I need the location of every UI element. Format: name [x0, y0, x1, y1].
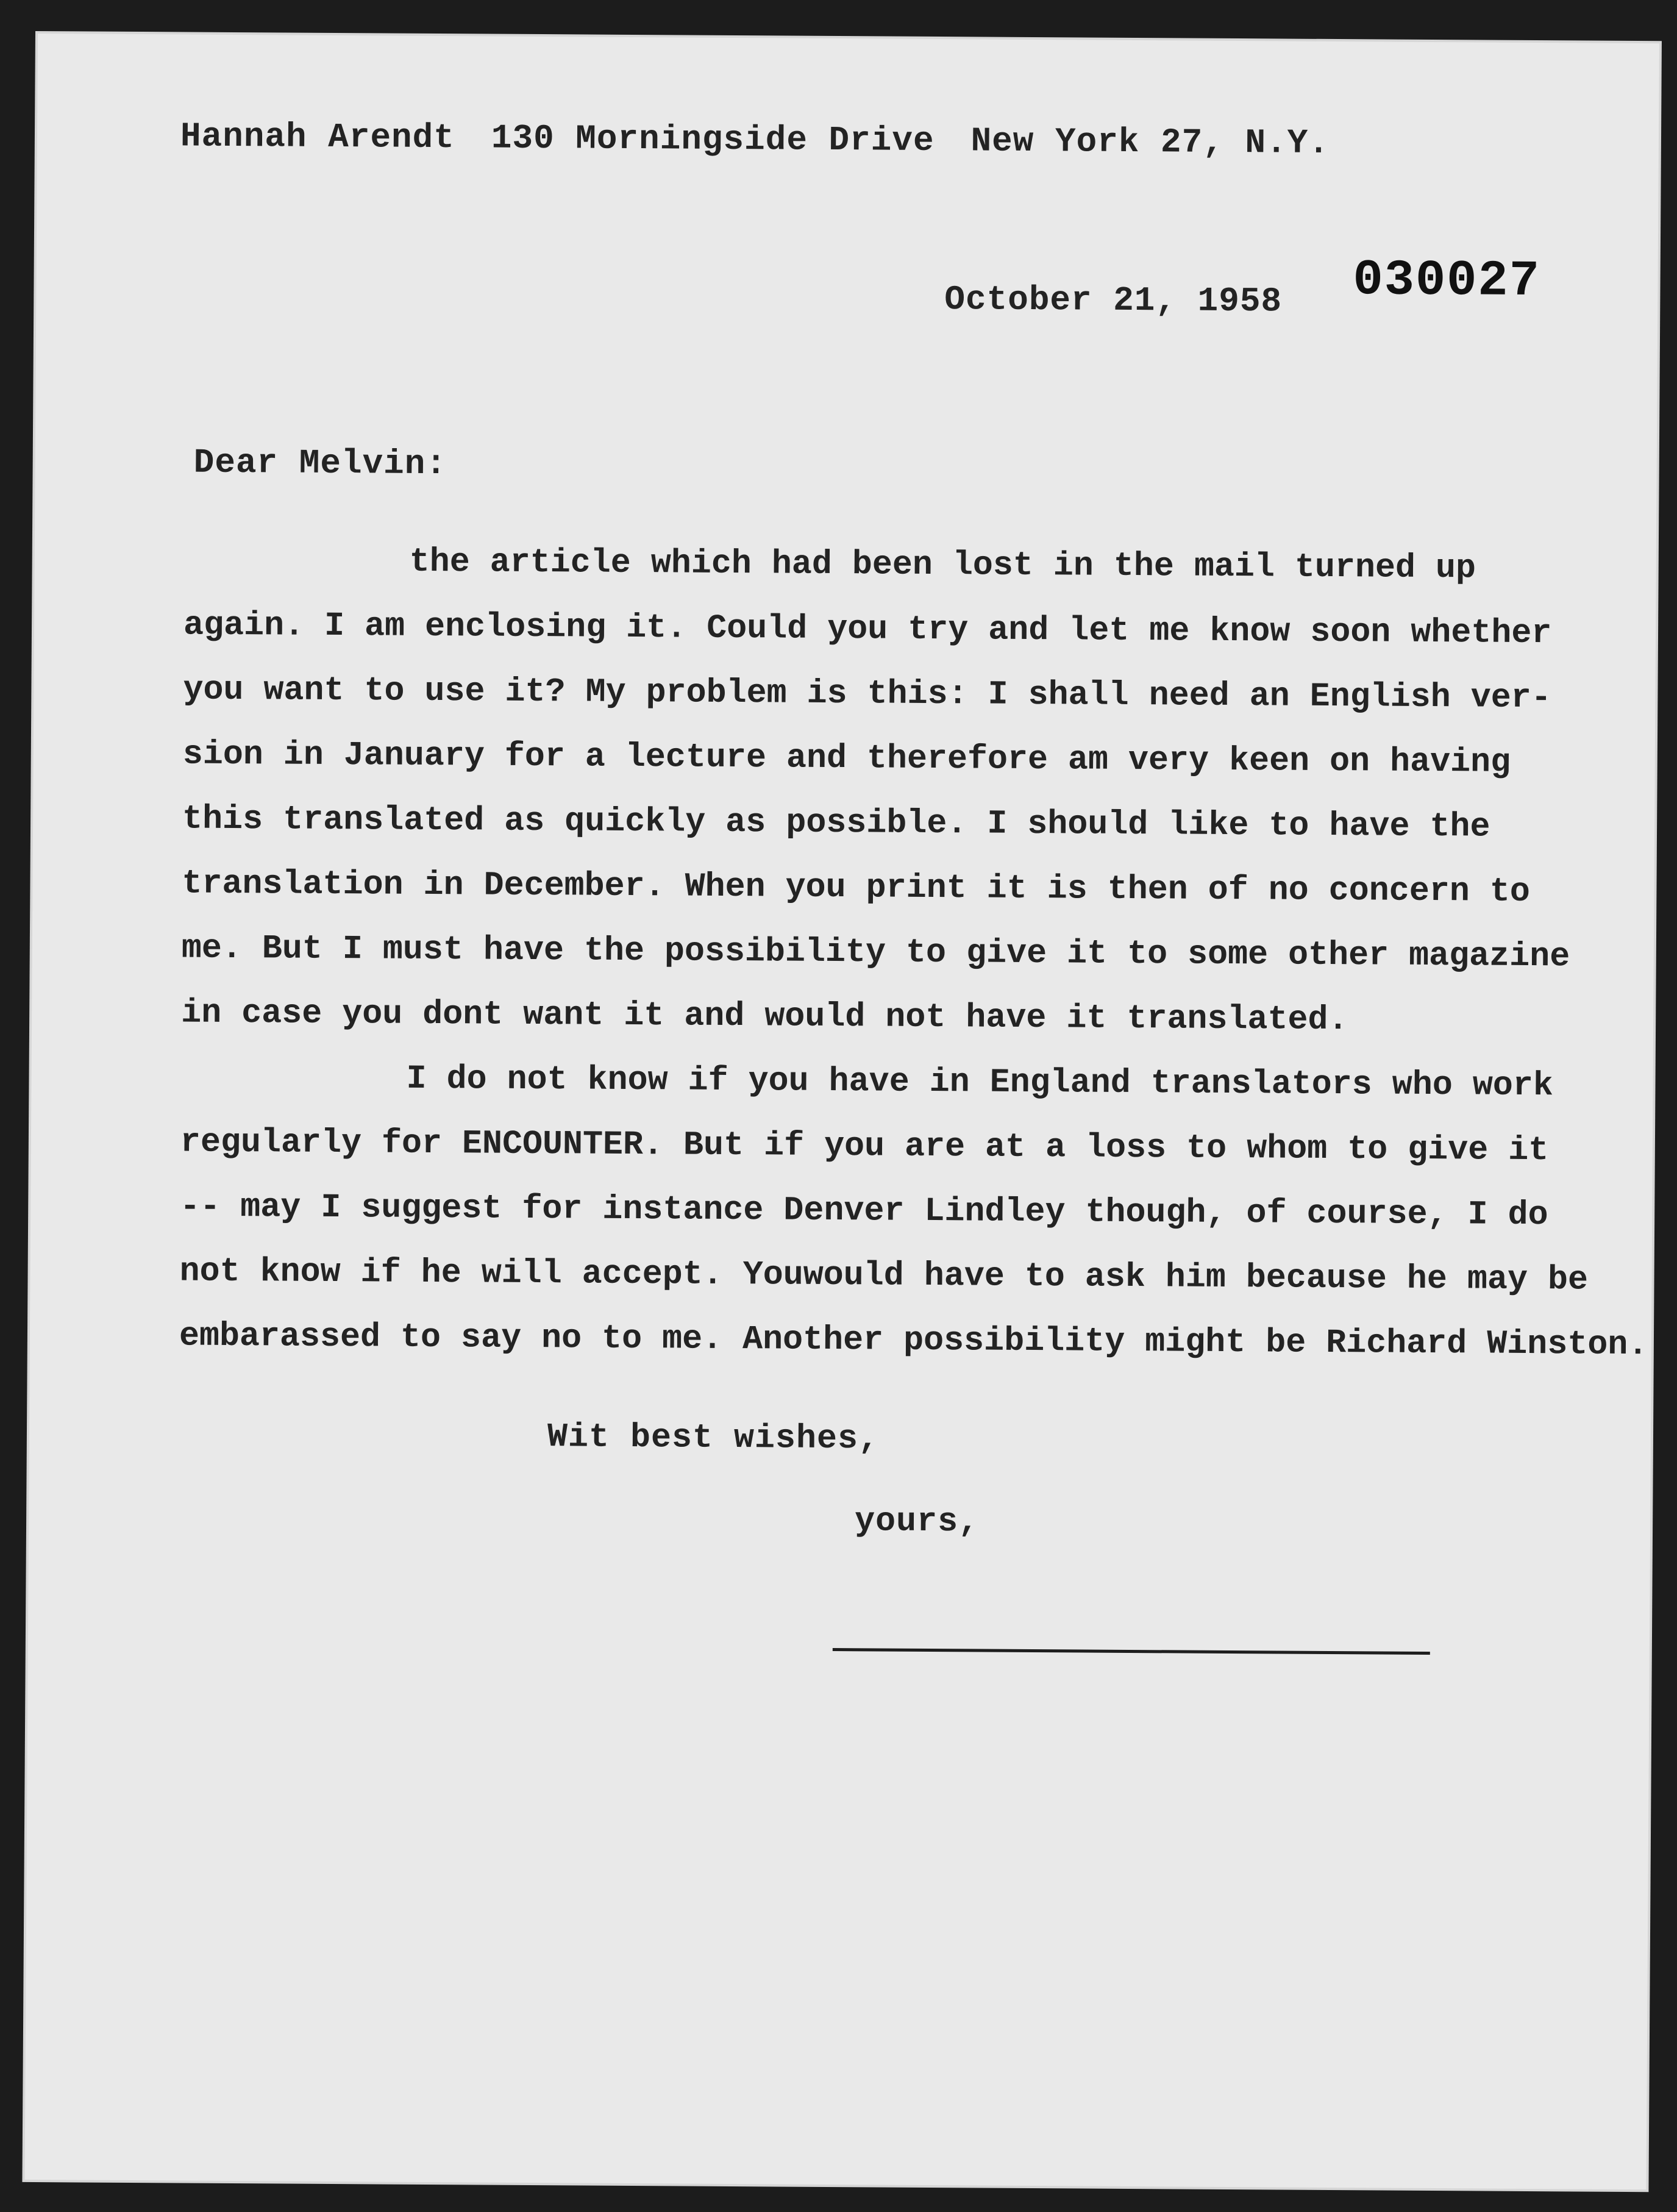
closing: Wit best wishes, — [547, 1418, 880, 1458]
body-line: this translated as quickly as possible. I should like to have the — [182, 799, 1490, 846]
body-line: not know if he will accept. Youwould have to ask him because he may be — [179, 1252, 1589, 1299]
paragraph-2 — [179, 1045, 1648, 1377]
letterhead — [180, 116, 1366, 163]
letterhead-name: Hannah Arendt — [180, 116, 455, 158]
signature-line — [833, 1648, 1430, 1655]
letter-date: October 21, 1958 — [944, 280, 1283, 321]
body-line: you want to use it? My problem is this: I shall need an English ver- — [183, 670, 1551, 718]
document-number: 030027 — [1353, 252, 1541, 310]
signoff: yours, — [854, 1502, 980, 1541]
letter-body — [179, 528, 1648, 1377]
body-line: sion in January for a lecture and therefore am very keen on having — [182, 735, 1511, 782]
paragraph-1 — [181, 528, 1617, 1054]
body-line: translation in December. When you print it is then of no concern to — [182, 864, 1531, 911]
body-line: I do not know if you have in England translators who work — [406, 1059, 1554, 1105]
letterhead-street: 130 Morningside Drive — [491, 118, 935, 160]
body-line: embarassed to say no to me. Another possibility might be Richard Winston. — [179, 1316, 1648, 1365]
letter-page — [24, 34, 1659, 2189]
body-line: again. I am enclosing it. Could you try and let me know soon whether — [183, 605, 1552, 653]
body-line: -- may I suggest for instance Denver Lindley though, of course, I do — [180, 1187, 1548, 1235]
body-line: regularly for ENCOUNTER. But if you are at a loss to whom to give it — [180, 1122, 1549, 1170]
body-line: in case you dont want it and would not have it translated. — [181, 993, 1348, 1040]
body-line: the article which had been lost in the mail turned up — [409, 542, 1476, 588]
body-line: me. But I must have the possibility to give it to some other magazine — [181, 929, 1570, 976]
letterhead-city: New York 27, N.Y. — [970, 121, 1330, 163]
salutation: Dear Melvin: — [193, 443, 447, 484]
